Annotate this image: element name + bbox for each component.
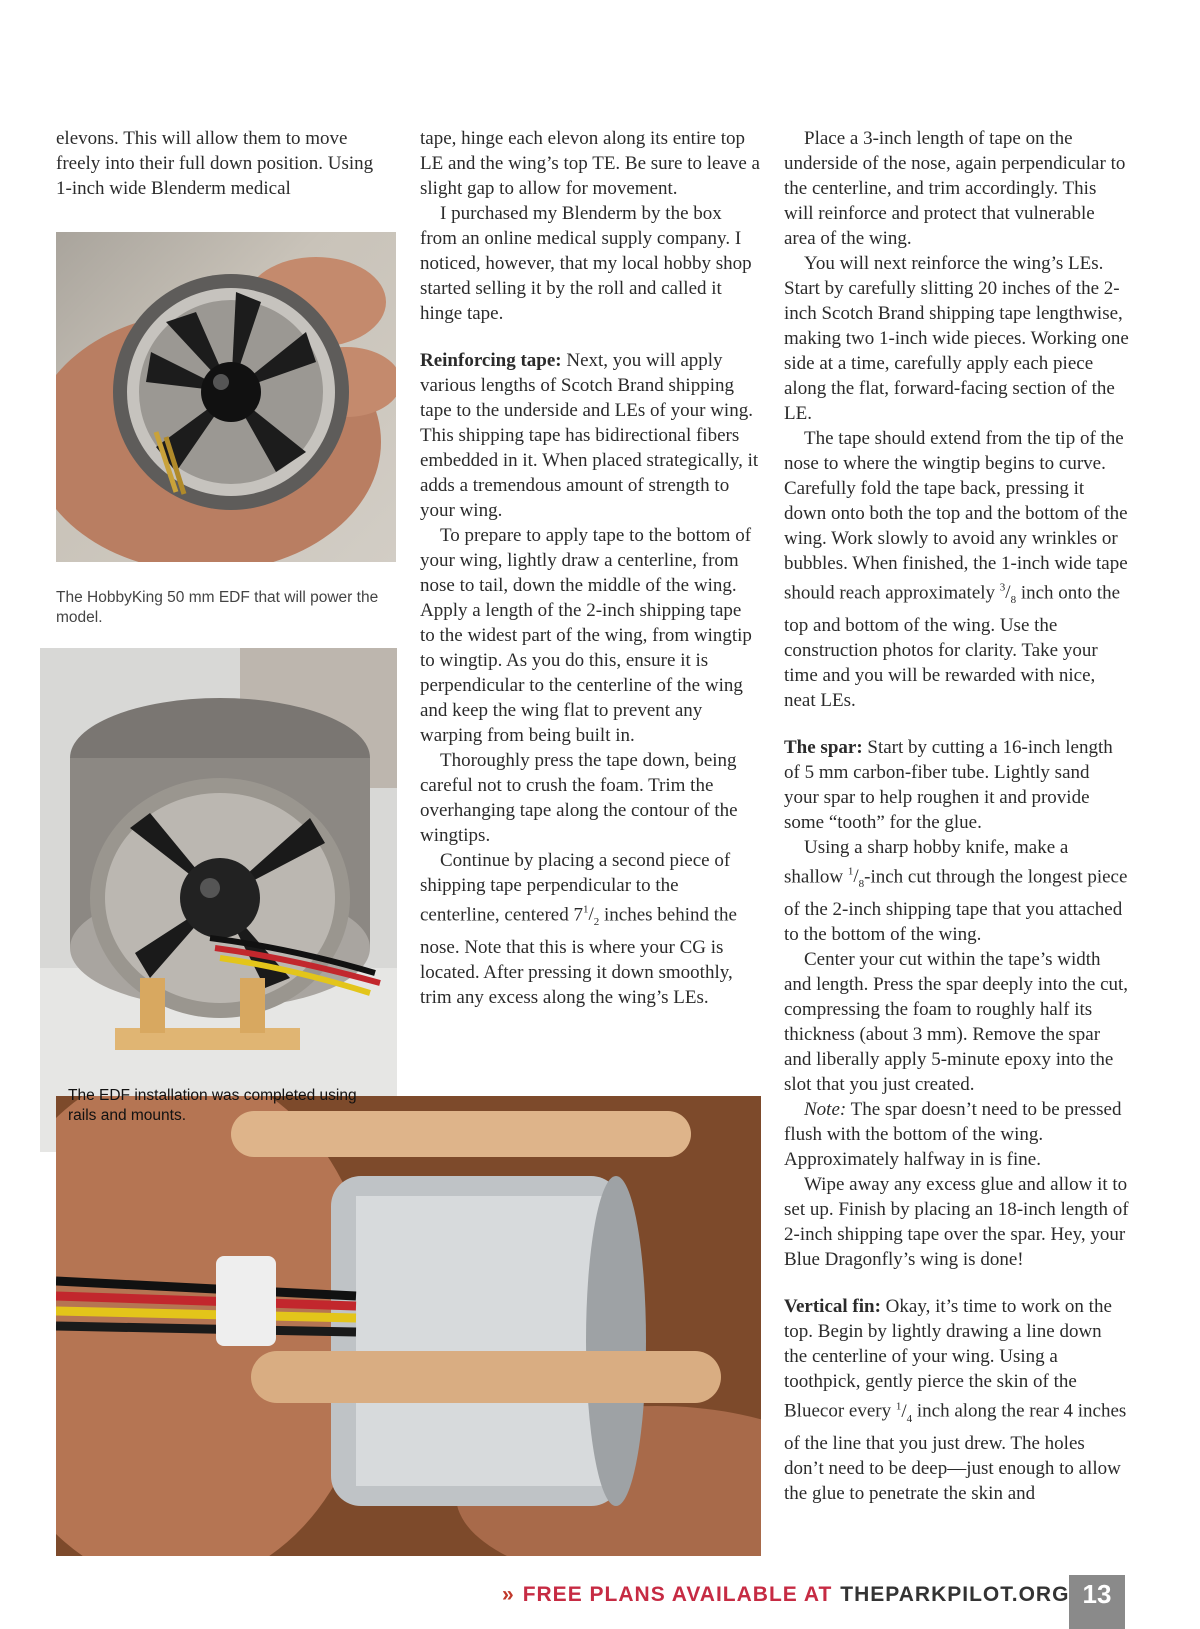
fraction: $^1/_4$ — [895, 1400, 913, 1425]
paragraph-text: The spar doesn’t need to be pressed flush with the bottom of the wing. Approximately halfway in is fine. — [784, 1099, 1122, 1171]
fan-rails-photo — [56, 1096, 761, 1556]
paragraph: Place a 3-inch length of tape on the underside of the nose, again perpendicular to the centerline, and trim accordingly. This will reinforce and protect that vulnerable area of the wing. — [784, 128, 1126, 249]
fraction-denominator: 8 — [858, 878, 865, 891]
fraction-denominator: 2 — [593, 916, 600, 929]
paragraph-vertical-fin — [784, 1294, 1129, 1506]
paragraph: tape, hinge each elevon along its entire top LE and the wing’s top TE. Be sure to leave a slight gap to allow for movement. — [420, 128, 760, 199]
paragraph-text: inch onto the top and bottom of the wing. Use the construction photos for clarity. Take your time and you will be rewarded with nice, neat LEs. — [784, 582, 1121, 712]
edf-installation-photo — [40, 648, 397, 1152]
paragraph-text: Next, you will apply various lengths of Scotch Brand shipping tape to the underside and LEs of your wing. This shipping tape has bidirectional fibers embedded in it. When placed strategically, it adds a tremendous amount of strength to your wing. — [420, 350, 759, 521]
paragraph-text: -inch cut through the longest piece of the 2-inch shipping tape that you attached to the bottom of the wing. — [784, 866, 1128, 946]
note-label: Note: — [804, 1099, 847, 1121]
fraction-numerator: 1 — [847, 866, 854, 879]
section-heading: Vertical fin: — [784, 1296, 881, 1318]
paragraph: Thoroughly press the tape down, being careful not to crush the foam. Trim the overhanging tape along the contour of the wingtips. — [420, 750, 738, 846]
caption-edf-install: The EDF installation was completed using rails and mounts. — [68, 1087, 357, 1124]
fraction-denominator: 8 — [1010, 594, 1017, 607]
site-link[interactable]: THEPARKPILOT.ORG — [840, 1583, 1070, 1606]
paragraph — [784, 426, 1129, 713]
paragraph-reinforcing-tape — [420, 348, 760, 523]
section-heading: Reinforcing tape: — [420, 350, 562, 371]
paragraph-text: inch along the rear 4 inches of the line that you just drew. The holes don’t need to be deep—just enough to allow the glue to penetrate the skin and — [784, 1400, 1127, 1505]
free-plans-text: FREE PLANS AVAILABLE AT — [522, 1583, 833, 1606]
paragraph: You will next reinforce the wing’s LEs. Start by carefully slitting 20 inches of the 2-inch Scotch Brand shipping tape lengthwise, making two 1-inch wide pieces. Working one side at a time, carefully apply each piece along the flat, forward-facing section of the LE. — [784, 253, 1129, 424]
column-3 — [784, 126, 1129, 1506]
paragraph — [420, 848, 760, 1010]
paragraph-text: The tape should extend from the tip of the nose to where the wingtip begins to curve. Carefully fold the tape back, pressing it down onto both the top and the bottom of the wing. Work slowly to avoid any wrinkles or bubbles. When finished, the 1-inch wide tape should reach approximately — [784, 428, 1128, 604]
column-1 — [56, 126, 386, 201]
fraction: $^3/_8$ — [999, 582, 1017, 607]
fraction-numerator: 1 — [582, 904, 589, 916]
paragraph: elevons. This will allow them to move freely into their full down position. Using 1-inch wide Blenderm medical — [56, 128, 374, 199]
paragraph-text: inches behind the nose. Note that this is where your CG is located. After pressing it down smoothly, trim any excess along the wing’s LEs. — [420, 904, 737, 1009]
paragraph: Wipe away any excess glue and allow it to set up. Finish by placing an 18-inch length of 2-inch shipping tape over the spar. Hey, your Blue Dragonfly’s wing is done! — [784, 1174, 1129, 1271]
paragraph-text: Okay, it’s time to work on the top. Begin by lightly drawing a line down the centerline of your wing. Using a toothpick, gently pierce the skin of the Bluecor every — [784, 1296, 1112, 1422]
fraction: $^1/_2$ — [582, 904, 600, 929]
caption-edf-power: The HobbyKing 50 mm EDF that will power the model. — [56, 589, 379, 626]
double-chevron-icon: » — [502, 1583, 515, 1606]
fraction-numerator: 3 — [999, 582, 1006, 594]
paragraph-spar — [784, 735, 1129, 835]
edf-hand-photo — [56, 232, 396, 562]
fraction: $^1/_8$ — [847, 866, 865, 891]
paragraph-text: Start by cutting a 16-inch length of 5 mm carbon-fiber tube. Lightly sand your spar to help roughen it and provide some “tooth” for the glue. — [784, 737, 1113, 834]
page-number: 13 — [1069, 1575, 1125, 1629]
paragraph: Center your cut within the tape’s width and length. Press the spar deeply into the cut, compressing the foam to roughly half its thickness (about 3 mm). Remove the spar and liberally apply 5-minute epoxy into the slot that you just created. — [784, 949, 1129, 1096]
column-2 — [420, 126, 760, 1010]
paragraph: To prepare to apply tape to the bottom of your wing, lightly draw a centerline, from nose to tail, down the middle of the wing. Apply a length of the 2-inch shipping tape to the widest part of the wing, from wingtip to wingtip. As you do this, ensure it is perpendicular to the centerline of the wing and keep the wing flat to prevent any warping from being built in. — [420, 525, 752, 746]
paragraph — [784, 835, 1129, 947]
paragraph-note — [784, 1097, 1129, 1172]
footer — [502, 1575, 1069, 1615]
paragraph-text: Using a sharp hobby knife, make a shallow — [784, 837, 1069, 888]
fraction-numerator: 1 — [895, 1400, 902, 1413]
fraction-denominator: 4 — [906, 1412, 913, 1425]
paragraph: I purchased my Blenderm by the box from an online medical supply company. I noticed, however, that my local hobby shop started selling it by the roll and called it hinge tape. — [420, 203, 752, 324]
paragraph-text: Continue by placing a second piece of shipping tape perpendicular to the centerline, centered 7 — [420, 850, 731, 926]
section-heading: The spar: — [784, 737, 863, 759]
